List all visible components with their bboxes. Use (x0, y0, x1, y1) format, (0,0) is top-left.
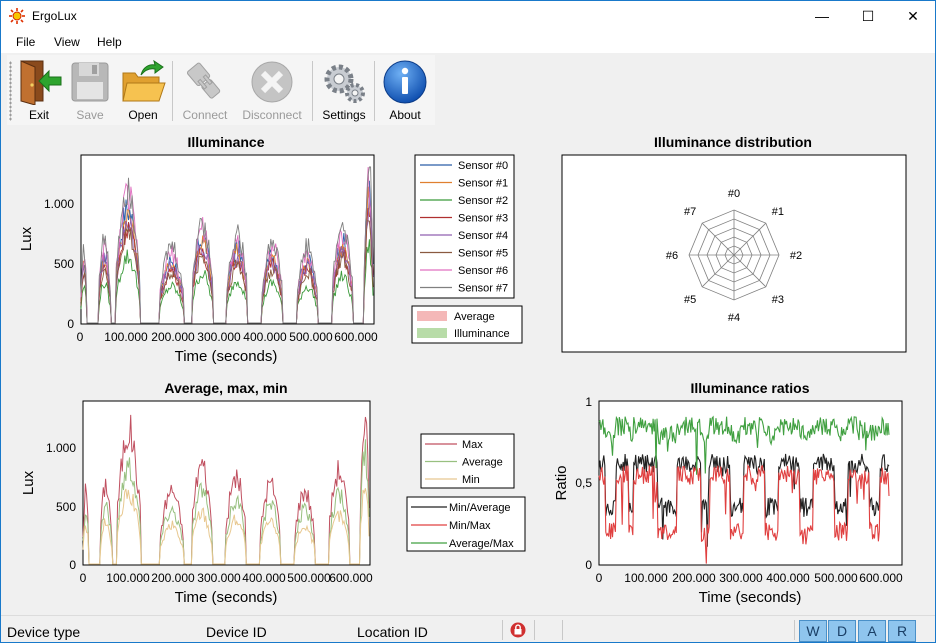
menu-bar (1, 31, 935, 53)
amm-y-ticks (46, 441, 76, 572)
amm-x-ticks (80, 571, 373, 585)
toolbar-separator (374, 61, 375, 121)
status-separator (794, 620, 795, 640)
legend-entry: Min (462, 474, 480, 486)
illuminance-chart (18, 134, 522, 365)
info-icon (381, 59, 429, 105)
x-tick: 0 (79, 571, 87, 585)
x-tick: 400.000 (243, 330, 287, 344)
connect-button[interactable] (177, 57, 233, 123)
x-tick: 200.000 (151, 330, 195, 344)
charts-area (1, 125, 935, 615)
sun-app-icon (9, 8, 25, 24)
average-swatch (417, 311, 447, 321)
legend-entry: Sensor #7 (458, 282, 509, 295)
radar-label: #0 (727, 188, 741, 200)
legend-entry: Illuminance (454, 328, 510, 340)
distribution-chart (562, 134, 906, 352)
y-tick: 1.000 (45, 441, 76, 455)
save-button[interactable] (67, 57, 113, 123)
toolbar-separator (312, 61, 313, 121)
y-tick: 0 (69, 558, 76, 572)
settings-label: Settings (322, 108, 366, 122)
ratios-x-label: Time (seconds) (698, 589, 802, 606)
y-tick: 1 (585, 395, 592, 409)
toolbar (7, 55, 435, 125)
status-separator (562, 620, 563, 640)
open-button[interactable] (117, 57, 169, 123)
window-title: ErgoLux (32, 9, 77, 23)
device-type-label: Device type (7, 624, 81, 640)
illuminance-y-label: Lux (18, 226, 35, 252)
y-tick: 1.000 (43, 197, 74, 211)
y-tick: 500 (55, 500, 76, 514)
toolbar-grip[interactable] (9, 61, 12, 121)
x-tick: 600.000 (859, 571, 903, 585)
menu-file[interactable]: File (16, 35, 36, 49)
ratios-x-ticks (596, 571, 903, 585)
menu-help[interactable]: Help (97, 35, 122, 49)
legend-entry: Sensor #6 (458, 265, 509, 277)
legend-entry: Sensor #0 (458, 160, 509, 172)
x-tick: 500.000 (287, 571, 331, 585)
x-tick: 100.000 (106, 571, 150, 585)
location-id-label: Location ID (357, 624, 428, 640)
illuminance-x-ticks (77, 330, 378, 344)
distribution-title: Illuminance distribution (654, 134, 812, 150)
open-label: Open (128, 108, 158, 122)
toolbar-separator (172, 61, 173, 121)
radar-label: #1 (771, 206, 784, 219)
x-tick: 600.000 (334, 330, 378, 344)
illuminance-swatch (417, 328, 447, 338)
radar-label: #7 (684, 206, 697, 219)
exit-button[interactable] (13, 57, 65, 123)
illuminance-y-ticks (44, 197, 74, 331)
folder-open-icon (119, 59, 167, 105)
x-tick: 500.000 (814, 571, 858, 585)
legend-entry: Sensor #5 (458, 247, 509, 260)
x-tick: 200.000 (151, 571, 195, 585)
illuminance-x-label: Time (seconds) (174, 348, 278, 365)
ratios-chart (407, 380, 903, 606)
minimize-button[interactable]: — (815, 8, 829, 24)
x-tick: 300.000 (197, 571, 241, 585)
legend-entry: Average/Max (449, 538, 514, 550)
x-tick: 600.000 (329, 571, 373, 585)
connect-label: Connect (182, 108, 228, 122)
legend-entry: Average (462, 456, 503, 469)
legend-entry: Sensor #4 (458, 230, 509, 242)
exit-door-icon (15, 59, 63, 105)
x-tick: 200.000 (672, 571, 716, 585)
status-button-a[interactable]: A (858, 620, 886, 642)
legend-entry: Average (454, 311, 495, 323)
illuminance-title: Illuminance (187, 134, 265, 150)
ratios-title: Illuminance ratios (690, 380, 810, 396)
x-tick: 0 (76, 330, 84, 344)
x-tick: 500.000 (289, 330, 333, 344)
amm-x-label: Time (seconds) (174, 589, 278, 606)
gears-icon (320, 59, 368, 105)
status-button-w[interactable]: W (799, 620, 827, 642)
disconnect-button[interactable] (235, 57, 309, 123)
radar-label: #5 (684, 293, 697, 306)
ratios-y-label: Ratio (553, 465, 570, 501)
device-id-label: Device ID (206, 624, 267, 640)
floppy-disk-icon (68, 59, 112, 105)
close-button[interactable]: ✕ (907, 8, 919, 24)
ratios-y-ticks (575, 395, 592, 572)
save-label: Save (76, 108, 104, 122)
menu-view[interactable]: View (54, 35, 80, 49)
x-tick: 100.000 (104, 330, 148, 344)
lock-icon (510, 622, 526, 638)
radar-label: #6 (665, 250, 679, 262)
legend-entry: Sensor #3 (458, 212, 509, 225)
plug-icon (181, 59, 229, 105)
y-tick: 0,5 (575, 476, 592, 490)
about-label: About (389, 108, 421, 122)
status-button-d[interactable]: D (828, 620, 856, 642)
cancel-circle-icon (248, 59, 296, 105)
settings-button[interactable] (317, 57, 371, 123)
status-separator (534, 620, 535, 640)
status-bar (1, 615, 935, 643)
x-tick: 400.000 (242, 571, 286, 585)
disconnect-label: Disconnect (242, 108, 302, 122)
legend-entry: Min/Average (449, 502, 511, 514)
y-tick: 0 (67, 317, 74, 331)
status-separator (502, 620, 503, 640)
x-tick: 0 (595, 571, 603, 585)
radar-label: #3 (771, 293, 784, 306)
x-tick: 100.000 (624, 571, 668, 585)
exit-label: Exit (28, 108, 49, 122)
legend-entry: Sensor #2 (458, 195, 509, 207)
x-tick: 400.000 (766, 571, 810, 585)
legend-entry: Min/Max (449, 520, 491, 532)
maximize-button[interactable]: ☐ (861, 8, 875, 24)
y-tick: 500 (53, 257, 74, 271)
y-tick: 0 (585, 558, 592, 572)
x-tick: 300.000 (197, 330, 241, 344)
x-tick: 300.000 (719, 571, 763, 585)
about-button[interactable] (379, 57, 431, 123)
legend-entry: Max (462, 439, 483, 451)
radar-label: #2 (789, 250, 803, 262)
status-button-r[interactable]: R (888, 620, 916, 642)
legend-entry: Sensor #1 (458, 177, 509, 190)
title-bar (1, 1, 935, 31)
amm-y-label: Lux (20, 470, 37, 496)
amm-chart (20, 380, 514, 606)
amm-title: Average, max, min (164, 380, 288, 396)
radar-label: #4 (727, 312, 741, 324)
